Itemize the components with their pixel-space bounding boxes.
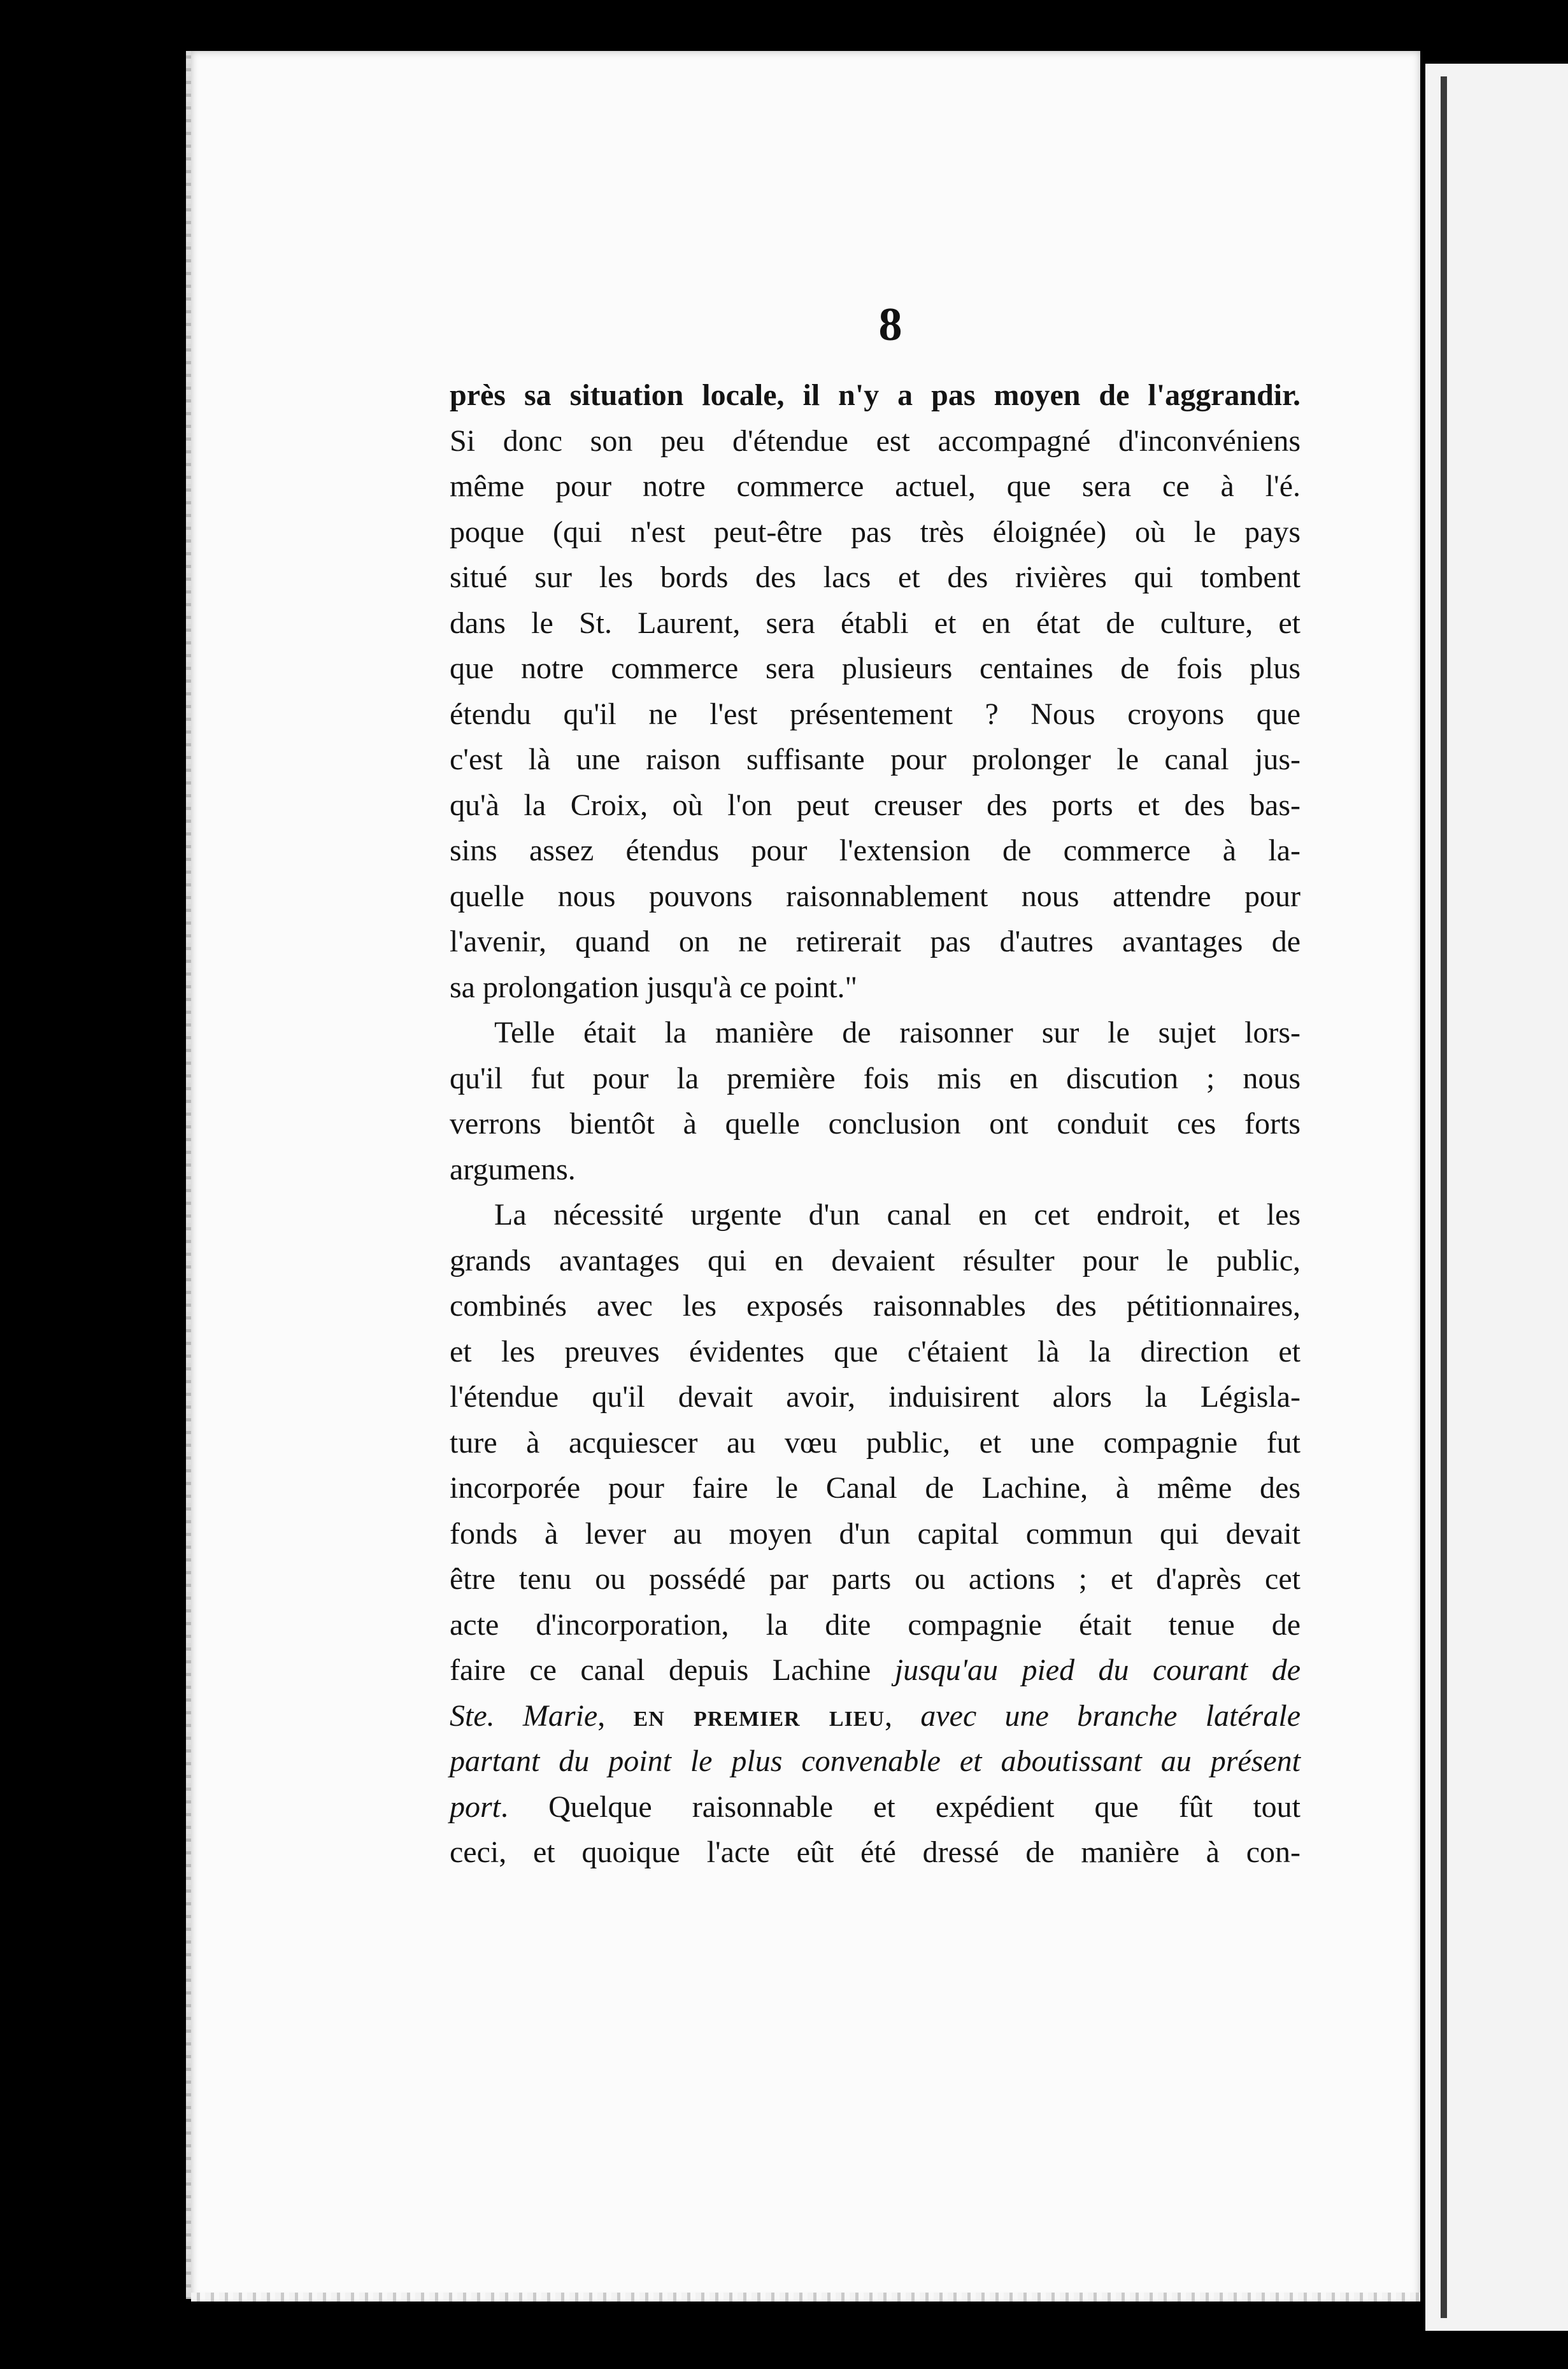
text-line: partant du point le plus convenable et aboutissant au présent [450, 1744, 1301, 1778]
text-line: argumens. [450, 1152, 576, 1186]
text-line: fonds à lever au moyen d'un capital commun qui devait [450, 1516, 1301, 1551]
text-line: grands avantages qui en devaient résulter pour le public, [450, 1243, 1301, 1277]
body-text [450, 373, 1301, 1875]
text-line: combinés avec les exposés raisonnables des pétitionnaires, [450, 1289, 1301, 1323]
text-line: La nécessité urgente d'un canal en cet endroit, et les [494, 1198, 1301, 1232]
text-line: qu'à la Croix, où l'on peut creuser des ports et des bas- [450, 788, 1301, 822]
text-run: , [885, 1698, 921, 1733]
text-line: c'est là une raison suffisante pour prolonger le canal jus- [450, 743, 1301, 776]
small-caps-run: en premier lieu [633, 1698, 885, 1733]
text-line: poque (qui n'est peut-être pas très éloignée) où le pays [450, 515, 1301, 549]
text-line: situé sur les bords des lacs et des rivières qui tombent [450, 560, 1301, 594]
text-line: incorporée pour faire le Canal de Lachine, à même des [450, 1471, 1301, 1505]
text-line: étendu qu'il ne l'est présentement ? Nous croyons que [450, 697, 1301, 731]
adjacent-page-rule [1441, 76, 1447, 2318]
text-line [450, 1784, 1301, 1830]
italic-run: port [450, 1789, 501, 1824]
text-run: . Quelque raisonnable et expédient que fût tout [501, 1789, 1301, 1824]
page-number: 8 [878, 299, 902, 351]
text-run: faire ce canal depuis Lachine [450, 1653, 895, 1687]
text-line: Telle était la manière de raisonner sur le sujet lors- [494, 1016, 1301, 1049]
text-line: et les preuves évidentes que c'étaient là la direction et [450, 1334, 1301, 1369]
text-run: , [597, 1698, 634, 1733]
italic-run: Ste. Marie [450, 1698, 598, 1733]
text-line: verrons bientôt à quelle conclusion ont conduit ces forts [450, 1107, 1301, 1141]
page-edge-bottom [191, 2293, 1420, 2301]
text-line: que notre commerce sera plusieurs centaines de fois plus [450, 651, 1301, 685]
text-line: l'avenir, quand on ne retirerait pas d'autres avantages de [450, 925, 1301, 958]
text-line: qu'il fut pour la première fois mis en discution ; nous [450, 1061, 1301, 1095]
text-line: même pour notre commerce actuel, que sera ce à l'é. [450, 469, 1301, 503]
text-line: dans le St. Laurent, sera établi et en état de culture, et [450, 606, 1301, 640]
text-line: l'étendue qu'il devait avoir, induisirent alors la Législa- [450, 1380, 1301, 1414]
italic-run: jusqu'au pied du courant de [894, 1653, 1301, 1687]
text-line: sins assez étendus pour l'extension de commerce à la- [450, 834, 1301, 867]
text-line: Si donc son peu d'étendue est accompagné d'inconvéniens [450, 423, 1301, 458]
text-line: quelle nous pouvons raisonnablement nous attendre pour [450, 879, 1301, 913]
text-line: être tenu ou possédé par parts ou actions ; et d'après cet [450, 1562, 1301, 1596]
italic-run: avec une branche latérale [920, 1698, 1301, 1733]
text-line: près sa situation locale, il n'y a pas moyen de l'aggrandir. [450, 378, 1301, 412]
text-line [450, 1647, 1301, 1693]
text-line: acte d'incorporation, la dite compagnie était tenue de [450, 1607, 1301, 1642]
text-line [450, 1693, 1301, 1739]
text-line: sa prolongation jusqu'à ce point." [450, 970, 858, 1004]
text-line: ture à acquiescer au vœu public, et une compagnie fut [450, 1425, 1301, 1460]
text-line: ceci, et quoique l'acte eût été dressé de manière à con- [450, 1835, 1301, 1869]
